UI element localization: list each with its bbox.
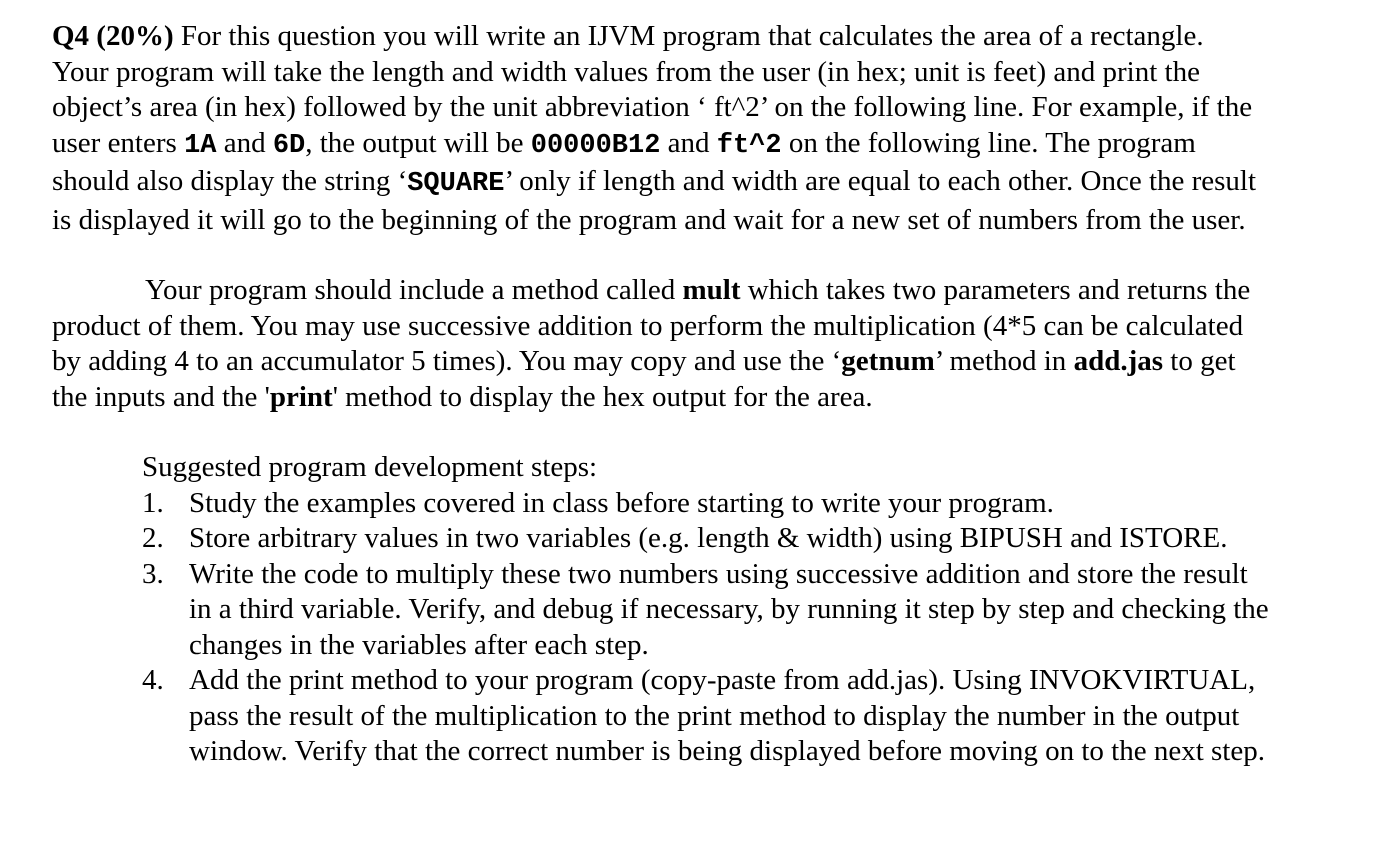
text-line — [52, 344, 1352, 380]
text-span: to get — [1163, 345, 1236, 377]
step-number: 1. — [142, 486, 164, 519]
text-line: in a third variable. Verify, and debug if necessary, by running it step by step and checking the — [189, 593, 1269, 625]
text-span: and — [216, 126, 273, 159]
method-name-print: print — [269, 380, 333, 413]
code-input-length: 1A — [184, 130, 217, 161]
text-span: by adding 4 to an accumulator 5 times). You may copy and use the ‘ — [52, 345, 842, 377]
text-span: should also display the string ‘ — [52, 165, 408, 197]
step-number: 2. — [142, 522, 164, 554]
text-line — [52, 19, 1352, 55]
text-line: product of them. You may use successive addition to perform the multiplication (4*5 can be calculated — [52, 309, 1244, 342]
text-line: Write the code to multiply these two numbers using successive addition and store the result — [189, 557, 1248, 590]
step-body — [189, 486, 1054, 522]
step-item — [142, 521, 1352, 557]
method-name-getnum: getnum — [841, 345, 935, 377]
steps-title: Suggested program development steps: — [142, 451, 598, 483]
question-paragraph — [52, 19, 1352, 238]
step-body — [189, 663, 1265, 770]
step-item — [142, 557, 1352, 664]
document — [52, 19, 1352, 770]
step-body — [189, 557, 1269, 664]
text-line: pass the result of the multiplication to the print method to display the number in the output — [189, 699, 1240, 732]
text-line — [52, 380, 1352, 416]
text-line — [52, 126, 1352, 165]
text-span: For this question you will write an IJVM program that calculates the area of a rectangle. — [173, 20, 1204, 52]
step-body — [189, 521, 1227, 557]
text-span: on the following line. The program — [781, 126, 1196, 159]
method-name-mult: mult — [682, 274, 741, 306]
text-span: the inputs and the ' — [52, 380, 270, 413]
step-number: 4. — [142, 664, 164, 696]
steps-section — [52, 450, 1352, 770]
step-item — [142, 486, 1352, 522]
code-output-unit: ft^2 — [716, 130, 782, 161]
text-line: is displayed it will go to the beginning of the program and wait for a new set of numbers from the user. — [52, 203, 1246, 236]
text-line: window. Verify that the correct number is being displayed before moving on to the next step. — [189, 735, 1265, 767]
text-line: Add the print method to your program (copy-paste from add.jas). Using INVOKVIRTUAL, — [189, 664, 1256, 696]
step-item — [142, 663, 1352, 770]
text-span: ’ only if length and width are equal to each other. Once the result — [504, 165, 1257, 197]
method-paragraph — [52, 273, 1352, 415]
code-input-width: 6D — [272, 130, 306, 161]
text-span: Your program should include a method called — [145, 274, 683, 306]
text-span: ' method to display the hex output for the area. — [332, 380, 873, 413]
file-name-addjas: add.jas — [1073, 345, 1164, 377]
text-line — [52, 164, 1352, 203]
code-square-string: SQUARE — [407, 169, 505, 199]
step-number: 3. — [142, 557, 164, 590]
text-span: which takes two parameters and returns the — [740, 274, 1251, 306]
text-span: , the output will be — [305, 126, 531, 159]
text-span: and — [660, 126, 717, 159]
text-line: Store arbitrary values in two variables (e.g. length & width) using BIPUSH and ISTORE. — [189, 522, 1228, 554]
code-output-area: 00000B12 — [530, 130, 661, 161]
question-label: Q4 (20%) — [52, 20, 174, 52]
text-span: ’ method in — [934, 345, 1074, 377]
text-line: changes in the variables after each step. — [189, 628, 649, 661]
text-line: Study the examples covered in class before starting to write your program. — [189, 486, 1054, 519]
text-span: user enters — [52, 126, 185, 159]
text-line: Your program will take the length and width values from the user (in hex; unit is feet) and print the — [52, 55, 1200, 88]
text-line — [52, 273, 1352, 309]
text-line: object’s area (in hex) followed by the unit abbreviation ‘ ft^2’ on the following line. For example, if the — [52, 91, 1253, 123]
